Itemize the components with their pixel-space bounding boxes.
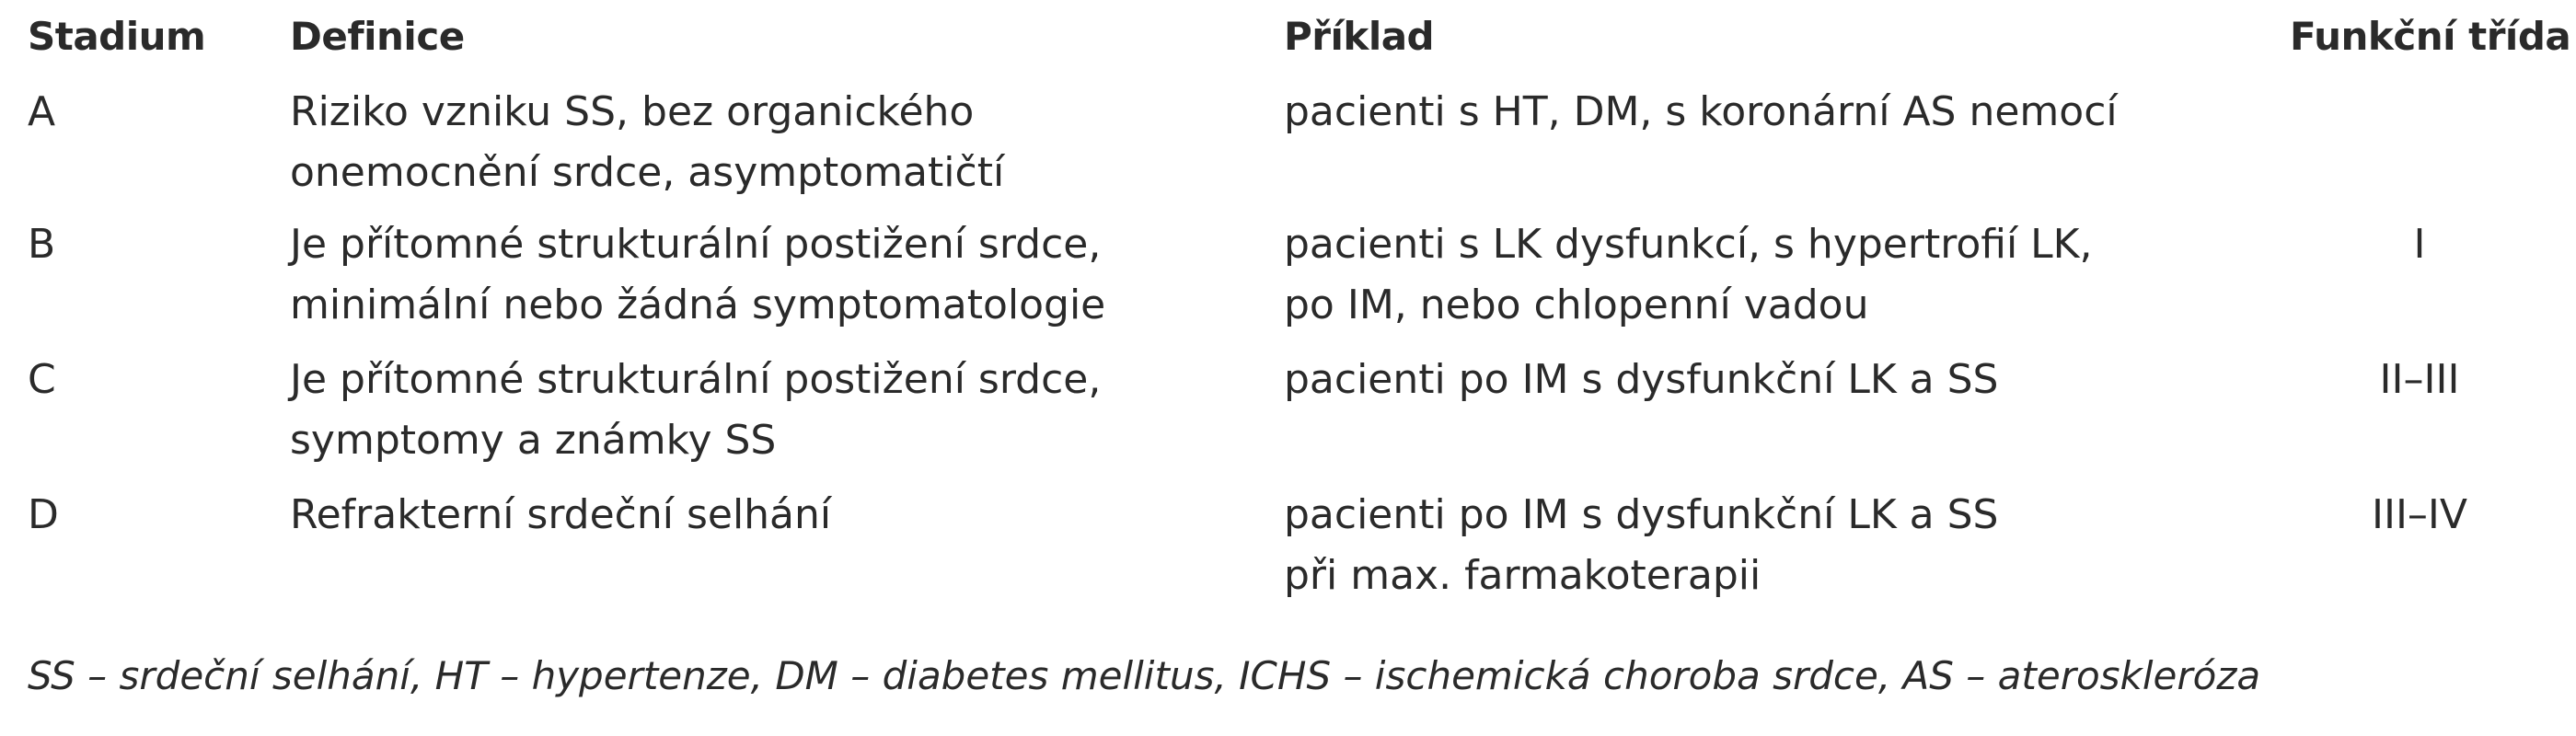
- row-d-priklad: [1284, 485, 1999, 606]
- row-c-definice: [290, 350, 1101, 471]
- row-c-stadium: C: [28, 356, 56, 403]
- row-a-definice-line-2: onemocnění srdce, asymptomatičtí: [290, 149, 1005, 196]
- row-d-funkcni-trida: III–IV: [2371, 491, 2467, 538]
- row-c-funkcni-trida: II–III: [2379, 356, 2460, 403]
- row-d-priklad-line-2: při max. farmakoterapii: [1284, 552, 1762, 599]
- row-a-definice: [290, 82, 1004, 203]
- header-stadium: Stadium: [28, 14, 206, 59]
- row-b-stadium: B: [28, 221, 56, 268]
- row-d-stadium: D: [28, 491, 59, 538]
- row-a-priklad-line-1: pacienti s HT, DM, s koronární AS nemocí: [1284, 88, 2118, 135]
- header-funkcni-trida: Funkční třída: [2290, 14, 2571, 59]
- row-c-definice-line-1: Je přítomné strukturální postižení srdce,: [290, 356, 1102, 403]
- row-b-priklad-line-2: po IM, nebo chlopenní vadou: [1284, 282, 1869, 328]
- row-a-definice-line-1: Riziko vzniku SS, bez organického: [290, 88, 975, 135]
- row-a-stadium: A: [28, 88, 56, 135]
- row-b-definice-line-1: Je přítomné strukturální postižení srdce,: [290, 221, 1102, 268]
- row-b-definice: [290, 214, 1105, 336]
- row-d-priklad-line-1: pacienti po IM s dysfunkční LK a SS: [1284, 491, 1999, 538]
- abbreviations-footnote: SS – srdeční selhání, HT – hypertenze, DM – diabetes mellitus, ICHS – ischemická choroba srdce, AS – ateroskleróza: [28, 653, 2261, 698]
- row-b-priklad-line-1: pacienti s LK dysfunkcí, s hypertrofií LK,: [1284, 221, 2093, 268]
- row-b-definice-line-2: minimální nebo žádná symptomatologie: [290, 282, 1106, 328]
- row-d-definice: [290, 485, 831, 546]
- row-c-definice-line-2: symptomy a známky SS: [290, 417, 777, 464]
- row-b-priklad: [1284, 214, 2093, 336]
- header-priklad: Příklad: [1284, 14, 1435, 59]
- header-definice: Definice: [290, 14, 465, 59]
- row-b-funkcni-trida: I: [2413, 221, 2426, 268]
- row-c-priklad-line-1: pacienti po IM s dysfunkční LK a SS: [1284, 356, 1999, 403]
- row-d-definice-line-1: Refrakterní srdeční selhání: [290, 491, 832, 538]
- row-c-priklad: [1284, 350, 1999, 410]
- row-a-priklad: [1284, 82, 2118, 143]
